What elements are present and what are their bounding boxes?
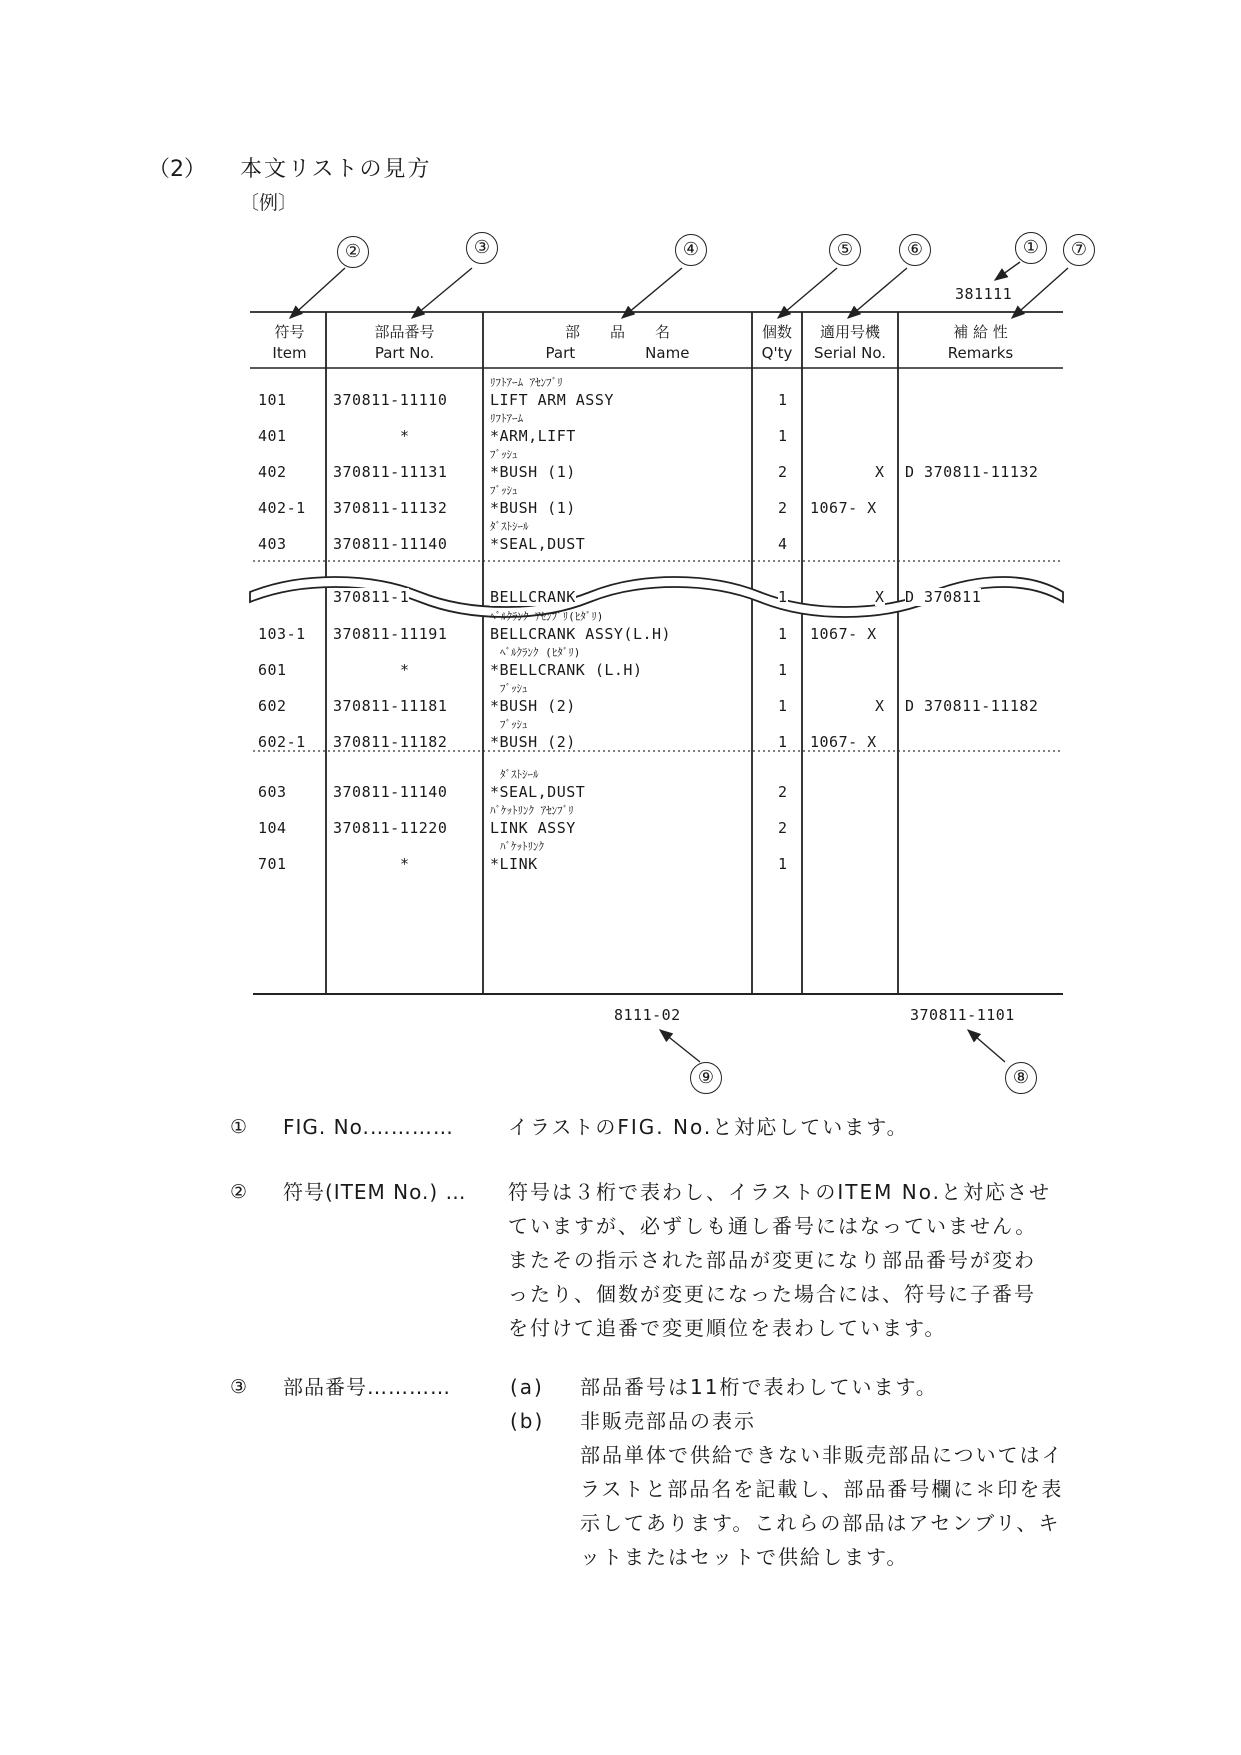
header-qty: 個数 Q'ty xyxy=(761,323,793,362)
footer-left-code: 8111-02 xyxy=(614,1006,681,1024)
header-part-name: 部 品 名 Part Name xyxy=(545,323,690,362)
section-number: （2） xyxy=(148,157,206,182)
callout-7: ⑦ xyxy=(1063,234,1095,266)
header-part-no: 部品番号 Part No. xyxy=(374,323,435,362)
explanation-3-line4: ットまたはセットで供給します。 xyxy=(580,1545,909,1569)
callout-1: ① xyxy=(1015,232,1047,264)
callout-3: ③ xyxy=(466,232,498,264)
explanation-3-mark: ③ xyxy=(230,1376,250,1398)
header-serial: 適用号機 Serial No. xyxy=(813,323,887,362)
callout-9-arrow xyxy=(660,1030,700,1062)
footer-right-code: 370811-1101 xyxy=(910,1006,1015,1024)
callout-4-arrow xyxy=(622,268,682,318)
explanation-2-line1: 符号は３桁で表わし、イラストのITEM No.と対応させ xyxy=(508,1180,1051,1204)
callout-1-arrow xyxy=(995,262,1020,280)
explanation-2-line5: を付けて追番で変更順位を表わしています。 xyxy=(508,1316,947,1340)
callout-2-arrow xyxy=(290,268,345,318)
fig-no-top: 381111 xyxy=(955,285,1013,303)
explanation-2-line4: ったり、個数が変更になった場合には、符号に子番号 xyxy=(508,1282,1036,1306)
explanation-1-text: イラストのFIG. No.と対応しています。 xyxy=(508,1115,909,1139)
explanation-2-line2: ていますが、必ずしも通し番号にはなっていません。 xyxy=(508,1214,1038,1238)
callout-8: ⑧ xyxy=(1005,1062,1037,1094)
callout-5: ⑤ xyxy=(829,234,861,266)
explanation-3a-text: 部品番号は11桁で表わしています。 xyxy=(580,1375,938,1399)
callout-2: ② xyxy=(337,236,369,268)
explanation-1-label: FIG. No.………… xyxy=(283,1115,454,1139)
example-label: 〔例〕 xyxy=(240,192,298,214)
callout-3-arrow xyxy=(412,268,472,318)
explanation-3b-title: 非販売部品の表示 xyxy=(580,1409,756,1433)
header-remarks: 補 給 性 Remarks xyxy=(947,323,1014,362)
callout-6-arrow xyxy=(848,268,907,318)
explanation-3-line3: 示してあります。これらの部品はアセンブリ、キ xyxy=(580,1511,1061,1535)
explanation-2-label: 符号(ITEM No.) … xyxy=(283,1180,467,1204)
callout-9: ⑨ xyxy=(690,1062,722,1094)
explanation-3-label: 部品番号………… xyxy=(283,1375,451,1399)
explanation-1-mark: ① xyxy=(230,1116,250,1138)
callout-7-arrow xyxy=(1012,268,1068,318)
explanation-3a-mark: (a) xyxy=(510,1375,544,1399)
section-title: 本文リストの見方 xyxy=(240,157,432,182)
callout-5-arrow xyxy=(778,268,837,318)
explanation-3-line2: ラストと部品名を記載し、部品番号欄に＊印を表 xyxy=(580,1477,1064,1501)
explanation-3b-mark: (b) xyxy=(510,1409,545,1433)
explanation-2-mark: ② xyxy=(230,1181,250,1203)
explanation-3-line1: 部品単体で供給できない非販売部品についてはイ xyxy=(580,1443,1064,1467)
callout-8-arrow xyxy=(968,1030,1005,1062)
callout-6: ⑥ xyxy=(899,234,931,266)
header-item: 符号 Item xyxy=(272,323,307,362)
callout-4: ④ xyxy=(675,234,707,266)
explanation-2-line3: またその指示された部品が変更になり部品番号が変わ xyxy=(508,1248,1036,1272)
